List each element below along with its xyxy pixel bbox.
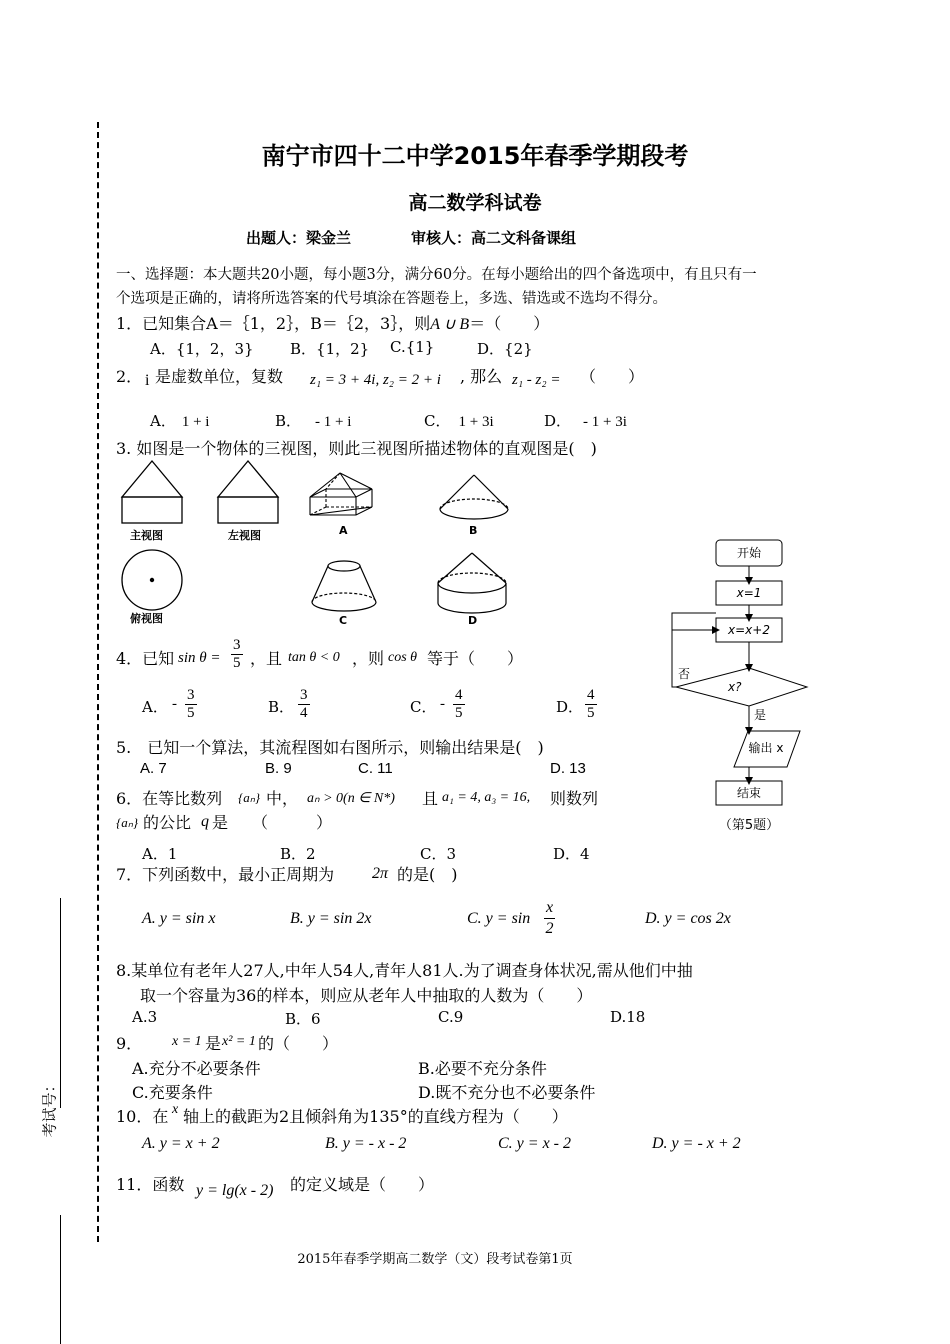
q6-text5: 的公比	[143, 813, 192, 832]
q4-text3: ，则	[352, 649, 385, 668]
q5-option-a: A. 7	[140, 760, 167, 777]
q2-option-a	[150, 410, 209, 431]
q4-b-den: 4	[300, 705, 308, 721]
q1-option-b: B．{1，2}	[290, 340, 370, 358]
q2-option-b	[275, 410, 351, 431]
q2-d-label: D．	[544, 412, 572, 430]
q4-text4: 等于（ ）	[427, 649, 524, 668]
q4-option-c-label: C．	[410, 698, 437, 716]
q7-text1: 7．下列函数中，最小正周期为	[116, 865, 335, 884]
q2-c-value: 1 + 3i	[458, 414, 494, 430]
q4-fraction	[231, 637, 243, 672]
q10-option-d: D. y = - x + 2	[652, 1135, 741, 1152]
q6-q: q	[201, 813, 209, 830]
q2-text2: , 那么	[460, 367, 503, 386]
question-3: 3. 如图是一个物体的三视图，则此三视图所描述物体的直观图是( )	[116, 439, 597, 458]
q9-expr2: x² = 1	[222, 1034, 256, 1049]
q2-d-value: - 1 + 3i	[583, 414, 627, 430]
side-view	[218, 461, 278, 523]
flow-caption: （第5题）	[718, 818, 780, 833]
flow-decision	[676, 668, 807, 706]
q2-text1: 是虚数单位，复数	[155, 367, 284, 386]
question-2	[116, 364, 142, 387]
q7-option-c-label: C. y = sin	[467, 910, 531, 927]
option-c-figure	[312, 561, 376, 611]
q10-x: x	[172, 1102, 179, 1117]
page-title: 南宁市四十二中学2015年春季学期段考	[261, 142, 689, 170]
q5-option-c: C. 11	[358, 760, 393, 777]
q10-option-b: B. y = - x - 2	[325, 1135, 407, 1152]
q4-sin: sin θ =	[178, 650, 221, 666]
three-view-figure	[110, 455, 530, 640]
q4-option-b-label: B．	[268, 698, 295, 716]
flow-yes-label: 是	[754, 708, 767, 722]
author-label: 出题人：梁金兰	[246, 229, 352, 247]
q5-option-d: D. 13	[550, 760, 586, 777]
q7-option-c-frac	[544, 898, 555, 939]
q4-tan: tan θ < 0	[288, 650, 340, 665]
q4-text1: 4．已知	[116, 649, 175, 668]
q4-b-num: 3	[300, 687, 308, 703]
q10-option-c: C. y = x - 2	[498, 1135, 571, 1152]
q7-option-d: D. y = cos 2x	[645, 910, 731, 927]
reviewer-label: 审核人：高二文科备课组	[411, 229, 577, 247]
q6-option-c: C．3	[420, 845, 457, 863]
q4-option-a-sign: -	[172, 696, 177, 712]
q9-num: 9．	[116, 1034, 143, 1053]
q6-cond: aₙ > 0(n ∈ N*)	[307, 791, 395, 806]
flow-step-text: x=x+2	[728, 623, 770, 637]
q10-text2: 轴上的截距为2且倾斜角为135°的直线方程为（ ）	[183, 1107, 568, 1126]
q1-tail: ＝（ ）	[469, 314, 550, 333]
flow-cond-text: x?	[728, 680, 742, 694]
q6-seq: {aₙ}	[238, 790, 261, 805]
flowchart	[670, 535, 820, 840]
q2-paren: （ ）	[580, 367, 645, 386]
q2-expr2: z₁ - z₂ =	[512, 372, 561, 388]
q6-text1: 6．在等比数列	[116, 789, 223, 808]
q2-b-label: B．	[275, 412, 302, 430]
q4-d-num: 4	[587, 687, 595, 703]
top-view-center-dot	[150, 578, 154, 582]
binding-line-lower	[60, 1215, 61, 1344]
q1-option-c: C.{1}	[390, 338, 435, 356]
q9-text2: 的（ ）	[258, 1034, 339, 1053]
flow-init-text: x=1	[736, 586, 762, 600]
q4-option-c-sign: -	[440, 696, 445, 712]
option-a-label: A	[339, 524, 348, 537]
q8-option-d: D.18	[610, 1008, 646, 1026]
q7-period: 2π	[372, 865, 389, 882]
q6-option-b: B．2	[280, 845, 316, 863]
section-intro-line1: 一、选择题：本大题共20小题，每小题3分，满分60分。在每小题给出的四个备选项中，有且只有一	[116, 267, 757, 283]
q9-text1: 是	[205, 1034, 222, 1053]
page-footer: 2015年春季学期高二数学（文）段考试卷第1页	[297, 1252, 573, 1267]
q9-option-c: C.充要条件	[132, 1083, 213, 1102]
q7-c-num: x	[544, 898, 555, 919]
q6-text6: 是 （ ）	[212, 813, 333, 832]
q4-option-a-frac	[185, 687, 197, 722]
q9-expr1: x = 1	[172, 1034, 202, 1049]
q2-option-c	[424, 410, 494, 431]
q4-c-num: 4	[455, 687, 463, 703]
q1-option-d: D．{2}	[477, 340, 533, 358]
q9-option-d: D.既不充分也不必要条件	[418, 1083, 596, 1102]
front-view-label: 主视图	[130, 529, 163, 542]
q2-option-d	[544, 410, 627, 431]
q1-expr: A ∪ B	[430, 316, 470, 333]
option-d-label: D	[468, 614, 478, 627]
flow-no-label: 否	[678, 667, 691, 681]
top-view-label: 俯视图	[130, 612, 163, 625]
q2-num: 2．	[116, 367, 143, 386]
q6-option-a: A．1	[142, 845, 178, 863]
q4-num: 3	[233, 637, 241, 653]
q7-text2: 的是( )	[397, 865, 458, 884]
q10-option-a: A. y = x + 2	[142, 1135, 220, 1152]
q4-c-den: 5	[455, 705, 463, 721]
q6-text2: 中，	[266, 789, 299, 808]
q9-option-a: A.充分不必要条件	[132, 1059, 261, 1078]
q4-option-d-frac	[585, 687, 597, 722]
q7-option-b: B. y = sin 2x	[290, 910, 372, 927]
q9-option-b: B.必要不充分条件	[418, 1059, 547, 1078]
section-intro-line2: 个选项是正确的，请将所选答案的代号填涂在答题卷上，多选、错选或不选均不得分。	[116, 291, 667, 307]
q6-option-d: D．4	[553, 845, 590, 863]
binding-dashed-line	[97, 122, 99, 1242]
q8-option-b: B．6	[285, 1010, 321, 1028]
q8-line1: 8.某单位有老年人27人,中年人54人,青年人81人.为了调查身体状况,需从他们中抽	[116, 961, 693, 980]
q2-a-label: A．	[150, 412, 176, 430]
q7-c-den: 2	[545, 920, 554, 937]
q6-vals: a₁ = 4, a₃ = 16,	[442, 790, 531, 805]
q8-option-a: A.3	[132, 1008, 158, 1026]
side-view-label: 左视图	[228, 529, 261, 542]
q6-text3: 且	[422, 789, 439, 808]
q8-option-c: C.9	[438, 1008, 464, 1026]
flow-output-text: 输出 x	[748, 741, 784, 755]
q2-i: i	[145, 372, 150, 389]
option-c-label: C	[339, 614, 348, 627]
flow-end-text: 结束	[736, 786, 762, 800]
q2-a-value: 1 + i	[181, 414, 210, 430]
q1-text: 1．已知集合A＝｛1，2｝，B＝｛2，3｝，则	[116, 314, 431, 333]
q4-den: 5	[233, 655, 241, 671]
q10-text1: 10．在	[116, 1107, 169, 1126]
q5-option-b: B. 9	[265, 760, 292, 777]
q4-option-c-frac	[453, 687, 465, 722]
q11-expr: y = lg(x - 2)	[196, 1182, 274, 1199]
option-b-label: B	[469, 524, 478, 537]
q4-d-den: 5	[587, 705, 595, 721]
q2-b-value: - 1 + i	[315, 414, 352, 430]
q4-cos: cos θ	[388, 650, 418, 665]
binding-line-upper	[60, 898, 61, 1108]
page-subtitle: 高二数学科试卷	[408, 192, 542, 214]
q1-option-a: A．{1，2，3}	[150, 340, 254, 358]
flow-start-text: 开始	[736, 546, 762, 560]
q4-a-num: 3	[187, 687, 195, 703]
q6-text4: 则数列	[550, 789, 599, 808]
q4-option-a-label: A．	[142, 698, 168, 716]
exam-id-label: 考试号：	[40, 1077, 59, 1138]
q4-text2: ，且	[250, 649, 283, 668]
q2-expr1: z₁ = 3 + 4i, z₂ = 2 + i	[310, 372, 441, 388]
q6-seq2: {aₙ}	[116, 815, 139, 830]
option-b-figure	[440, 475, 508, 519]
q4-a-den: 5	[187, 705, 195, 721]
front-view	[122, 461, 182, 523]
q4-option-b-frac	[298, 687, 310, 722]
q11-text2: 的定义域是（ ）	[290, 1175, 435, 1194]
question-1	[116, 311, 549, 334]
q8-line2: 取一个容量为36的样本，则应从老年人中抽取的人数为（ ）	[140, 986, 593, 1005]
q7-option-a: A. y = sin x	[142, 910, 216, 927]
option-d-figure	[438, 553, 506, 613]
q11-text1: 11．函数	[116, 1175, 185, 1194]
question-5: 5. 已知一个算法，其流程图如右图所示，则输出结果是( )	[116, 738, 544, 757]
option-a-figure	[310, 473, 372, 515]
q2-c-label: C．	[424, 412, 451, 430]
q4-option-d-label: D．	[556, 698, 584, 716]
